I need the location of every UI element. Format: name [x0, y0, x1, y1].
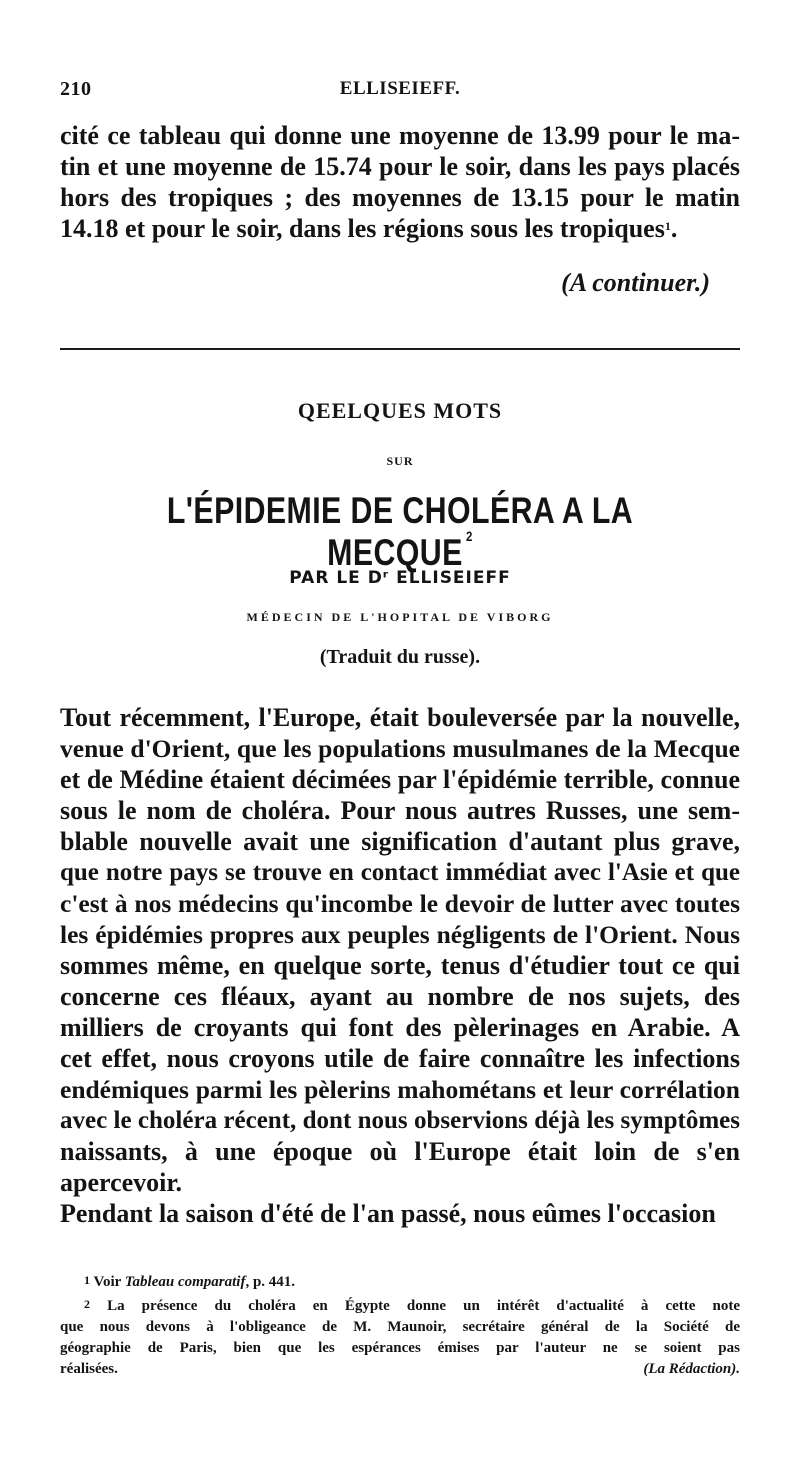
text-line: apercevoir.	[60, 1168, 183, 1197]
text-line: Tout récemment, l'Europe, était bouleversée par la nouvelle,	[60, 703, 740, 732]
text-line: sous le nom de choléra. Pour nous autres Russes, une sem-	[60, 796, 740, 825]
footnote-text: La présence du choléra en Égypte donne un intérêt d'actualité à cette note	[107, 1298, 741, 1314]
footnote-citation: Tableau comparatif	[124, 1274, 246, 1290]
page-number: 210	[60, 78, 92, 100]
editor-signature: (La Rédaction).	[643, 1361, 740, 1377]
text-line: naissants, à une époque où l'Europe était loin de s'en	[60, 1137, 740, 1166]
sentence-end: .	[670, 214, 678, 243]
footnote-line: que nous devons à l'obligeance de M. Maunoir, secrétaire général de la Société de	[60, 1319, 740, 1335]
text-line: hors des tropiques ; des moyennes de 13.15 pour le matin	[60, 183, 740, 212]
text-line: que notre pays se trouve en contact immédiat avec l'Asie et que	[60, 859, 740, 886]
article-title-line2: SUR	[386, 454, 414, 468]
running-title: ELLISEIEFF.	[339, 78, 461, 99]
text-line: et de Médine étaient décimées par l'épidémie terrible, connue	[60, 765, 740, 794]
text-line: cet effet, nous croyons utile de faire connaître les infections	[60, 1044, 740, 1073]
text-line: sommes même, en quelque sorte, tenus d'étudier tout ce qui	[60, 951, 740, 980]
footnote-ref-2: 2	[466, 528, 473, 544]
footnote-line	[60, 1296, 740, 1317]
text-line: milliers de croyants qui font des pèlerinages en Arabie. A	[60, 1013, 740, 1042]
text-line: Pendant la saison d'été de l'an passé, nous eûmes l'occasion	[60, 1199, 716, 1228]
previous-article-paragraph	[60, 120, 740, 244]
text-line: cité ce tableau qui donne une moyenne de 13.99 pour le ma-	[60, 121, 740, 150]
section-divider	[60, 348, 740, 350]
text-line: venue d'Orient, que les populations musulmanes de la Mecque	[60, 734, 740, 763]
running-header	[60, 78, 740, 108]
text-line: c'est à nos médecins qu'incombe le devoir de lutter avec toutes	[60, 889, 740, 918]
text-line: concerne ces fléaux, ayant au nombre de nos sujets, des	[60, 982, 740, 1011]
footnote-line: géographie de Paris, bien que les espérances émises par l'auteur ne se soient pas	[60, 1340, 740, 1356]
footnote-1	[60, 1272, 740, 1293]
article-main-title	[121, 490, 679, 574]
footnote-marker: 2	[84, 1297, 90, 1311]
article-body	[60, 702, 740, 1229]
article-author: PAR LE Dʳ ELLISEIEFF	[289, 568, 511, 588]
text-line: les épidémies propres aux peuples négligents de l'Orient. Nous	[60, 920, 740, 949]
footnote-line	[60, 1272, 740, 1293]
footnote-text: réalisées.	[60, 1361, 118, 1377]
footnote-line	[60, 1359, 740, 1380]
continuation-note: (A continuer.)	[561, 268, 710, 297]
footnote-2	[60, 1296, 740, 1380]
footnote-ref-1: 1	[664, 219, 671, 233]
text-line	[60, 213, 740, 244]
text-line: endémiques parmi les pèlerins mahométans et leur corrélation	[60, 1075, 740, 1104]
footnote-text: Voir	[93, 1274, 125, 1290]
footnote-text: , p. 441.	[245, 1274, 296, 1290]
author-affiliation: MÉDECIN DE L'HOPITAL DE VIBORG	[246, 610, 554, 624]
text-line-content: 14.18 et pour le soir, dans les régions sous les tropiques	[60, 214, 665, 243]
translation-note: (Traduit du russe).	[319, 646, 481, 668]
article-title-line1: QEELQUES MOTS	[297, 398, 503, 423]
text-line: tin et une moyenne de 15.74 pour le soir, dans les pays placés	[60, 152, 740, 181]
text-line: blable nouvelle avait une signification d'autant plus grave,	[60, 827, 740, 856]
article-main-title-text: L'ÉPIDEMIE DE CHOLÉRA A LA MECQUE	[166, 490, 634, 573]
text-line: avec le choléra récent, dont nous observions déjà les symptômes	[60, 1107, 740, 1134]
footnote-marker: 1	[84, 1273, 90, 1287]
